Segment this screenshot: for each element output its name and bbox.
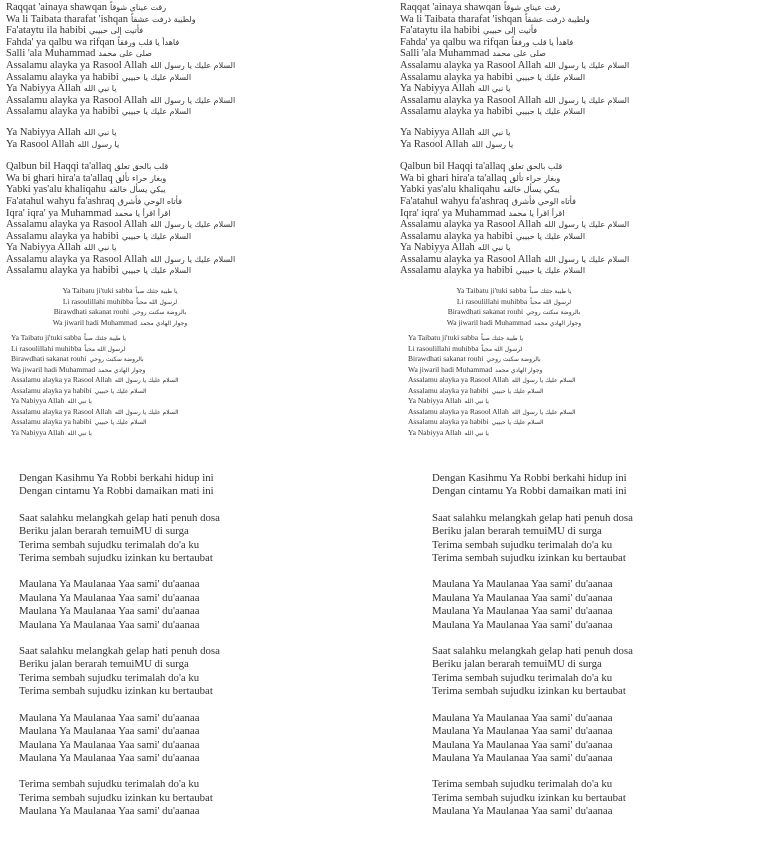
lyric-line [6,2,235,14]
lyric-latin: Assalamu alayka ya Rasool Allah [6,94,148,106]
indonesian-lyrics-block [19,472,220,819]
lyric-line [11,333,179,344]
lyric-line [400,48,629,60]
lyric-line [6,72,235,84]
lyric-latin: Assalamu alayka ya Rasool Allah [408,406,509,416]
lyric-arabic: السلام عليك يا حبيبي [491,419,544,427]
lyric-arabic: السلام عليك يا حبيبي [515,231,586,241]
lyric-line [394,286,634,297]
lyric-arabic: صلى على محمد [98,49,152,59]
lyric-line [6,60,235,72]
stanza-gap [19,765,220,778]
lyric-latin: Fahda' ya qalbu wa rifqan [6,36,115,48]
lyric-line [400,161,629,173]
lyric-line [400,173,629,185]
lyric-arabic: قلب بالحق تعلق [114,162,169,172]
lyric-line [0,286,240,297]
indonesian-line: Saat salahku melangkah gelap hati penuh dosa [432,645,633,658]
indonesian-line: Maulana Ya Maulanaa Yaa sami' du'aanaa [19,605,200,618]
lyric-latin: Salli 'ala Muhammad [6,48,96,60]
lyric-line [400,127,629,139]
lyric-latin: Ya Taibatu ji'tuki sabba [11,333,82,342]
lyric-latin: Ya Nabiyya Allah [6,83,81,95]
indonesian-line: Terima sembah sujudku izinkan ku bertaubat [19,552,213,565]
lyric-arabic: السلام عليك يا حبيبي [515,107,586,117]
lyric-line [400,242,629,254]
lyric-latin: Fahda' ya qalbu wa rifqan [400,36,509,48]
lyric-latin: Birawdhati sakanat rouhi [408,354,484,364]
lyric-latin: Birawdhati sakanat rouhi [11,354,87,364]
lyric-latin: Li rasoulillahi muhibba [456,296,528,306]
lyric-arabic: السلام عليك يا حبيبي [121,72,192,82]
lyric-arabic: يا طيبة جئتك صباً [135,288,178,295]
lyric-latin: Iqra' iqra' ya Muhammad [400,207,506,219]
lyric-line [400,254,629,266]
lyric-arabic: لرسول الله محباً [84,345,126,353]
lyric-line [0,318,240,329]
lyric-arabic: السلام عليك يا رسول الله [114,377,179,385]
lyric-latin: Li rasoulillahi muhibba [408,343,479,353]
lyric-latin: Wa li Taibata tharafat 'ishqan [6,13,128,25]
lyric-line [400,60,629,72]
lyric-arabic: السلام عليك يا حبيبي [121,107,192,117]
indonesian-line: Terima sembah sujudku terimalah do'a ku [19,778,200,791]
lyric-arabic: السلام عليك يا رسول الله [150,220,236,230]
indonesian-line: Maulana Ya Maulanaa Yaa sami' du'aanaa [432,591,613,604]
lyric-arabic: ولطيبة ذرفت عشقاً [131,14,196,24]
stanza-gap [432,699,633,712]
stanza-gap [19,499,220,512]
lyric-latin: Assalamu alayka ya Rasool Allah [6,219,148,231]
indonesian-line: Maulana Ya Maulanaa Yaa sami' du'aanaa [432,711,613,724]
lyric-latin: Qalbun bil Haqqi ta'allaq [6,161,112,173]
lyric-arabic: فأتاه الوحي فأشرق [117,196,182,206]
lyric-line [11,428,179,439]
stanza-gap [19,699,220,712]
stanza-gap [6,118,235,127]
lyric-arabic: يا نبي الله [67,429,92,437]
lyric-latin: Assalamu alayka ya habibi [400,71,513,83]
lyric-arabic: وبغار حراء تألق [509,173,561,183]
lyric-line [400,72,629,84]
lyric-latin: Wa jiwaril hadi Muhammad [11,364,96,374]
lyric-arabic: بالروضة سكنت روحي [89,356,144,364]
lyric-arabic: السلام عليك يا رسول الله [114,408,179,416]
indonesian-line: Maulana Ya Maulanaa Yaa sami' du'aanaa [432,618,613,631]
lyric-line [400,83,629,95]
lyric-line [408,354,576,365]
arabic-lyrics-block [400,2,629,277]
lyric-line [11,396,179,407]
indonesian-line: Maulana Ya Maulanaa Yaa sami' du'aanaa [19,738,200,751]
lyric-latin: Ya Nabiyya Allah [6,126,81,138]
lyric-latin: Wa jiwaril hadi Muhammad [52,317,137,327]
lyric-line [408,344,576,355]
centered-verse [394,286,634,328]
lyric-arabic: يا رسول الله [471,139,514,149]
lyric-arabic: يا نبي الله [477,127,511,137]
lyric-latin: Wa li Taibata tharafat 'ishqan [400,13,522,25]
lyric-line [400,25,629,37]
lyric-latin: Assalamu alayka ya Rasool Allah [400,59,542,71]
lyric-latin: Assalamu alayka ya Rasool Allah [6,253,148,265]
lyric-arabic: السلام عليك يا حبيبي [94,387,147,395]
lyric-arabic: السلام عليك يا حبيبي [94,419,147,427]
lyric-latin: Wa jiwaril hadi Muhammad [446,317,531,327]
lyric-latin: Ya Nabiyya Allah [408,427,462,437]
indonesian-line: Beriku jalan berarah temuiMU di surga [432,525,602,538]
lyric-latin: Assalamu alayka ya habibi [6,265,119,277]
indonesian-line: Maulana Ya Maulanaa Yaa sami' du'aanaa [19,725,200,738]
lyric-latin: Iqra' iqra' ya Muhammad [6,207,112,219]
arabic-lyrics-block [6,2,235,277]
lyric-arabic: فأتاه الوحي فأشرق [511,196,576,206]
lyric-arabic: السلام عليك يا حبيبي [121,231,192,241]
lyric-latin: Yabki yas'alu khaliqahu [400,184,500,196]
lyric-arabic: يا نبي الله [83,84,117,94]
lyric-line [400,196,629,208]
lyric-latin: Wa jiwaril hadi Muhammad [408,364,493,374]
lyric-latin: Assalamu alayka ya habibi [6,230,119,242]
lyric-latin: Salli 'ala Muhammad [400,48,490,60]
lyric-latin: Assalamu alayka ya habibi [6,71,119,83]
indonesian-line: Terima sembah sujudku terimalah do'a ku [432,671,613,684]
lyric-line [408,396,576,407]
indonesian-line: Saat salahku melangkah gelap hati penuh dosa [19,645,220,658]
lyric-line [400,219,629,231]
lyric-arabic: السلام عليك يا رسول الله [150,254,236,264]
indonesian-line: Terima sembah sujudku izinkan ku bertaubat [19,685,213,698]
lyric-latin: Ya Rasool Allah [400,138,469,150]
indonesian-line: Maulana Ya Maulanaa Yaa sami' du'aanaa [19,751,200,764]
lyric-line [6,231,235,243]
lyric-line [6,161,235,173]
lyric-line [408,333,576,344]
indonesian-line: Beriku jalan berarah temuiMU di surga [19,658,189,671]
lyric-latin: Assalamu alayka ya Rasool Allah [400,253,542,265]
indonesian-line: Terima sembah sujudku terimalah do'a ku [432,538,613,551]
lyric-latin: Ya Taibatu ji'tuki sabba [62,286,133,295]
lyric-arabic: اقرأ اقرأ يا محمد [114,208,171,218]
lyric-latin: Assalamu alayka ya habibi [400,265,513,277]
indonesian-line: Maulana Ya Maulanaa Yaa sami' du'aanaa [19,591,200,604]
lyric-arabic: يبكي يسأل خالقه [108,185,166,195]
lyric-arabic: يا طيبة جئتك صباً [529,288,572,295]
lyric-line [394,297,634,308]
lyric-arabic: السلام عليك يا حبيبي [491,387,544,395]
lyric-arabic: يا نبي الله [83,127,117,137]
lyric-latin: Fa'ataytu ila habibi [6,25,87,37]
lyric-latin: Ya Nabiyya Allah [408,396,462,406]
lyric-latin: Assalamu alayka ya habibi [6,106,119,118]
lyric-arabic: فاهدأ يا قلب ورفقاً [511,37,574,47]
lyric-latin: Fa'ataytu ila habibi [400,25,481,37]
stanza-gap [432,765,633,778]
lyric-line [400,95,629,107]
indonesian-line: Maulana Ya Maulanaa Yaa sami' du'aanaa [432,725,613,738]
lyric-arabic: يا رسول الله [77,139,120,149]
lyric-arabic: فاهدأ يا قلب ورفقاً [117,37,180,47]
lyric-line [6,14,235,26]
lyric-latin: Assalamu alayka ya Rasool Allah [6,59,148,71]
lyric-arabic: صلى على محمد [492,49,546,59]
lyric-line [11,386,179,397]
lyric-arabic: وجوار الهادي محمد [495,366,543,374]
lyric-line [6,254,235,266]
indonesian-lyrics-block [432,472,633,819]
lyric-line [6,83,235,95]
lyric-line [6,106,235,118]
lyric-line [400,14,629,26]
lyric-arabic: يا نبي الله [464,429,489,437]
indonesian-line: Saat salahku melangkah gelap hati penuh dosa [432,511,633,524]
lyric-latin: Birawdhati sakanat rouhi [53,307,130,317]
lyric-latin: Ya Taibatu ji'tuki sabba [456,286,527,295]
stanza-gap [400,118,629,127]
lyric-arabic: ولطيبة ذرفت عشقاً [525,14,590,24]
lyric-line [400,184,629,196]
lyric-latin: Assalamu alayka ya Rasool Allah [408,375,509,385]
lyric-arabic: السلام عليك يا رسول الله [511,408,576,416]
lyric-latin: Ya Nabiyya Allah [11,427,65,437]
indonesian-line: Terima sembah sujudku terimalah do'a ku [432,778,613,791]
lyric-arabic: السلام عليك يا رسول الله [544,220,630,230]
lyric-line [400,37,629,49]
lyric-line [11,375,179,386]
lyric-latin: Assalamu alayka ya habibi [400,230,513,242]
lyric-arabic: بالروضة سكنت روحي [486,356,541,364]
lyric-line [0,297,240,308]
lyric-arabic: وجوار الهادي محمد [98,366,146,374]
lyric-arabic: السلام عليك يا حبيبي [515,266,586,276]
indonesian-line: Maulana Ya Maulanaa Yaa sami' du'aanaa [19,711,200,724]
lyric-latin: Raqqat 'ainaya shawqan [400,2,502,13]
lyric-arabic: وجوار الهادي محمد [139,319,188,327]
stanza-gap [432,632,633,645]
lyric-latin: Ya Rasool Allah [6,138,75,150]
lyric-line [11,354,179,365]
lyric-latin: Assalamu alayka ya Rasool Allah [11,375,112,385]
lyric-line [6,139,235,151]
lyric-arabic: السلام عليك يا حبيبي [515,72,586,82]
lyric-arabic: السلام عليك يا رسول الله [150,95,236,105]
lyric-arabic: اقرأ اقرأ يا محمد [508,208,565,218]
indonesian-line: Terima sembah sujudku izinkan ku bertaubat [19,791,213,804]
stanza-gap [6,150,235,161]
lyric-arabic: يا نبي الله [477,243,511,253]
lyric-arabic: السلام عليك يا رسول الله [150,60,236,70]
indonesian-line: Dengan cintamu Ya Robbi damaikan mati ini [19,485,214,498]
lyric-latin: Assalamu alayka ya habibi [408,417,489,427]
indonesian-line: Terima sembah sujudku izinkan ku bertaubat [432,791,626,804]
lyric-latin: Ya Nabiyya Allah [11,396,65,406]
lyric-arabic: السلام عليك يا حبيبي [121,266,192,276]
lyric-latin: Yabki yas'alu khaliqahu [6,184,106,196]
lyric-arabic: يا نبي الله [67,398,92,406]
indonesian-line: Beriku jalan berarah temuiMU di surga [432,658,602,671]
lyric-latin: Ya Nabiyya Allah [400,242,475,254]
lyric-line [394,318,634,329]
indonesian-line: Beriku jalan berarah temuiMU di surga [19,525,189,538]
lyric-arabic: يا نبي الله [477,84,511,94]
lyric-line [400,231,629,243]
lyric-latin: Assalamu alayka ya habibi [400,106,513,118]
lyric-line [6,242,235,254]
lyric-line [400,106,629,118]
lyric-latin: Wa bi ghari hira'a ta'allaq [400,172,507,184]
stanza-gap [19,565,220,578]
indonesian-line: Maulana Ya Maulanaa Yaa sami' du'aanaa [432,605,613,618]
lyric-latin: Raqqat 'ainaya shawqan [6,2,108,13]
stanza-gap [432,499,633,512]
lyric-line [400,265,629,277]
lyric-line [6,37,235,49]
lyric-line [408,375,576,386]
indonesian-line: Maulana Ya Maulanaa Yaa sami' du'aanaa [432,805,613,818]
lyric-latin: Qalbun bil Haqqi ta'allaq [400,161,506,173]
stanza-gap [19,632,220,645]
lyric-line [6,48,235,60]
lyric-line [6,208,235,220]
indonesian-line: Maulana Ya Maulanaa Yaa sami' du'aanaa [432,751,613,764]
lyric-latin: Assalamu alayka ya habibi [408,385,489,395]
lyric-line [400,139,629,151]
lyric-arabic: بالروضة سكنت روحي [132,309,187,317]
lyric-line [6,127,235,139]
lyric-arabic: لرسول الله محباً [530,298,572,306]
lyric-line [0,307,240,318]
lyric-arabic: يبكي يسأل خالقه [502,185,560,195]
indonesian-line: Terima sembah sujudku terimalah do'a ku [19,538,200,551]
lyric-arabic: يا نبي الله [83,243,117,253]
lyric-arabic: السلام عليك يا رسول الله [511,377,576,385]
lyric-line [6,265,235,277]
lyric-latin: Wa bi ghari hira'a ta'allaq [6,172,113,184]
lyric-line [6,95,235,107]
indonesian-line: Terima sembah sujudku terimalah do'a ku [19,671,200,684]
lyric-latin: Birawdhati sakanat rouhi [447,307,524,317]
lyric-arabic: فأتيت إلى حبيبي [89,26,144,36]
centered-verse [0,286,240,328]
lyric-arabic: يا نبي الله [464,398,489,406]
lyric-line [408,386,576,397]
lyric-latin: Li rasoulillahi muhibba [62,296,134,306]
lyric-line [408,428,576,439]
lyric-latin: Fa'atahul wahyu fa'ashraq [6,195,115,207]
lyric-arabic: لرسول الله محباً [136,298,178,306]
lyric-latin: Fa'atahul wahyu fa'ashraq [400,195,509,207]
lyric-latin: Assalamu alayka ya Rasool Allah [400,94,542,106]
lyric-line [6,184,235,196]
lyric-arabic: رقت عيناي شوقاً [504,3,561,12]
lyric-line [11,365,179,376]
indonesian-line: Maulana Ya Maulanaa Yaa sami' du'aanaa [19,618,200,631]
lyric-arabic: وبغار حراء تألق [115,173,167,183]
lyric-line [6,173,235,185]
indonesian-line: Saat salahku melangkah gelap hati penuh dosa [19,511,220,524]
lyric-arabic: رقت عيناي شوقاً [110,3,167,12]
lyric-arabic: بالروضة سكنت روحي [526,309,581,317]
lyric-line [6,219,235,231]
lyric-line [408,365,576,376]
lyric-arabic: فأتيت إلى حبيبي [483,26,538,36]
lyric-arabic: يا طيبة جئتك صباً [84,335,127,342]
lyric-line [11,407,179,418]
lyric-line [394,307,634,318]
lyric-line [11,344,179,355]
lyric-arabic: السلام عليك يا رسول الله [544,60,630,70]
lyric-latin: Li rasoulillahi muhibba [11,343,82,353]
lyric-arabic: قلب بالحق تعلق [508,162,563,172]
lyric-latin: Assalamu alayka ya Rasool Allah [400,219,542,231]
lyric-line [408,407,576,418]
indonesian-line: Maulana Ya Maulanaa Yaa sami' du'aanaa [432,738,613,751]
lyric-line [400,208,629,220]
lyric-latin: Ya Nabiyya Allah [400,83,475,95]
lyric-arabic: السلام عليك يا رسول الله [544,254,630,264]
lyric-latin: Ya Nabiyya Allah [6,242,81,254]
lyric-latin: Ya Nabiyya Allah [400,126,475,138]
lyric-arabic: السلام عليك يا رسول الله [544,95,630,105]
lyric-latin: Ya Taibatu ji'tuki sabba [408,333,479,342]
lyrics-column-right [384,0,768,866]
small-verse [11,333,179,438]
indonesian-line: Dengan cintamu Ya Robbi damaikan mati ini [432,485,627,498]
indonesian-line: Dengan Kasihmu Ya Robbi berkahi hidup ini [19,472,214,484]
indonesian-line: Terima sembah sujudku izinkan ku bertaubat [432,552,626,565]
lyric-arabic: وجوار الهادي محمد [533,319,582,327]
indonesian-line: Terima sembah sujudku izinkan ku bertaubat [432,685,626,698]
lyric-line [6,25,235,37]
small-verse [408,333,576,438]
stanza-gap [432,565,633,578]
lyric-arabic: لرسول الله محباً [481,345,523,353]
indonesian-line: Maulana Ya Maulanaa Yaa sami' du'aanaa [19,805,200,818]
lyric-latin: Assalamu alayka ya Rasool Allah [11,406,112,416]
lyric-line [11,417,179,428]
lyric-arabic: يا طيبة جئتك صباً [481,335,524,342]
lyric-line [408,417,576,428]
indonesian-line: Maulana Ya Maulanaa Yaa sami' du'aanaa [432,578,613,591]
lyric-line [400,2,629,14]
indonesian-line: Dengan Kasihmu Ya Robbi berkahi hidup ini [432,472,627,484]
lyric-line [6,196,235,208]
indonesian-line: Maulana Ya Maulanaa Yaa sami' du'aanaa [19,578,200,591]
stanza-gap [400,150,629,161]
lyric-latin: Assalamu alayka ya habibi [11,417,92,427]
lyric-latin: Assalamu alayka ya habibi [11,385,92,395]
